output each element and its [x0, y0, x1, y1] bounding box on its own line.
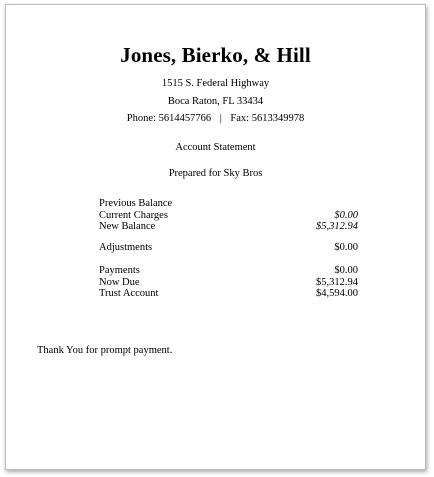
ledger-value: $5,312.94	[316, 276, 358, 288]
thank-you-note: Thank You for prompt payment.	[37, 345, 173, 356]
firm-name: Jones, Bierko, & Hill	[120, 43, 311, 67]
fax-label: Fax:	[230, 113, 250, 124]
ledger-row-new-balance	[99, 221, 358, 233]
firm-city-state-zip: Boca Raton, FL 33434	[167, 96, 264, 107]
fax-number: 5613349978	[251, 113, 305, 124]
ledger-value: $0.00	[334, 265, 358, 276]
ledger-value: $5,312.94	[316, 221, 358, 232]
ledger-label: Now Due	[99, 276, 140, 288]
ledger-label: New Balance	[99, 221, 156, 232]
balance-group	[99, 198, 358, 233]
firm-street: 1515 S. Federal Highway	[161, 78, 270, 89]
ledger-row-trust-account	[99, 288, 358, 300]
ledger-value: $4,594.00	[316, 288, 358, 299]
adjustments-group	[99, 242, 358, 254]
ledger-label: Adjustments	[99, 242, 153, 253]
statement-title: Account Statement	[175, 142, 256, 153]
phone-label: Phone:	[126, 113, 156, 124]
ledger-row-current-charges	[99, 210, 358, 222]
prepared-for: Prepared for Sky Bros	[168, 168, 263, 179]
phone-number: 5614457766	[158, 113, 212, 124]
ledger-value: $0.00	[334, 242, 358, 253]
ledger-row-previous-balance	[99, 198, 358, 210]
ledger-row-now-due	[99, 277, 358, 289]
payments-group	[99, 265, 358, 300]
firm-contact-line	[6, 113, 425, 125]
ledger-row-payments	[99, 265, 358, 277]
ledger-label: Trust Account	[99, 288, 159, 299]
ledger-value: $0.00	[334, 209, 358, 221]
ledger-label: Current Charges	[99, 209, 168, 221]
contact-separator: |	[219, 113, 222, 124]
ledger-label: Payments	[99, 265, 140, 276]
statement-page	[5, 4, 426, 470]
ledger-label: Previous Balance	[99, 198, 173, 209]
ledger-row-adjustments	[99, 242, 358, 254]
